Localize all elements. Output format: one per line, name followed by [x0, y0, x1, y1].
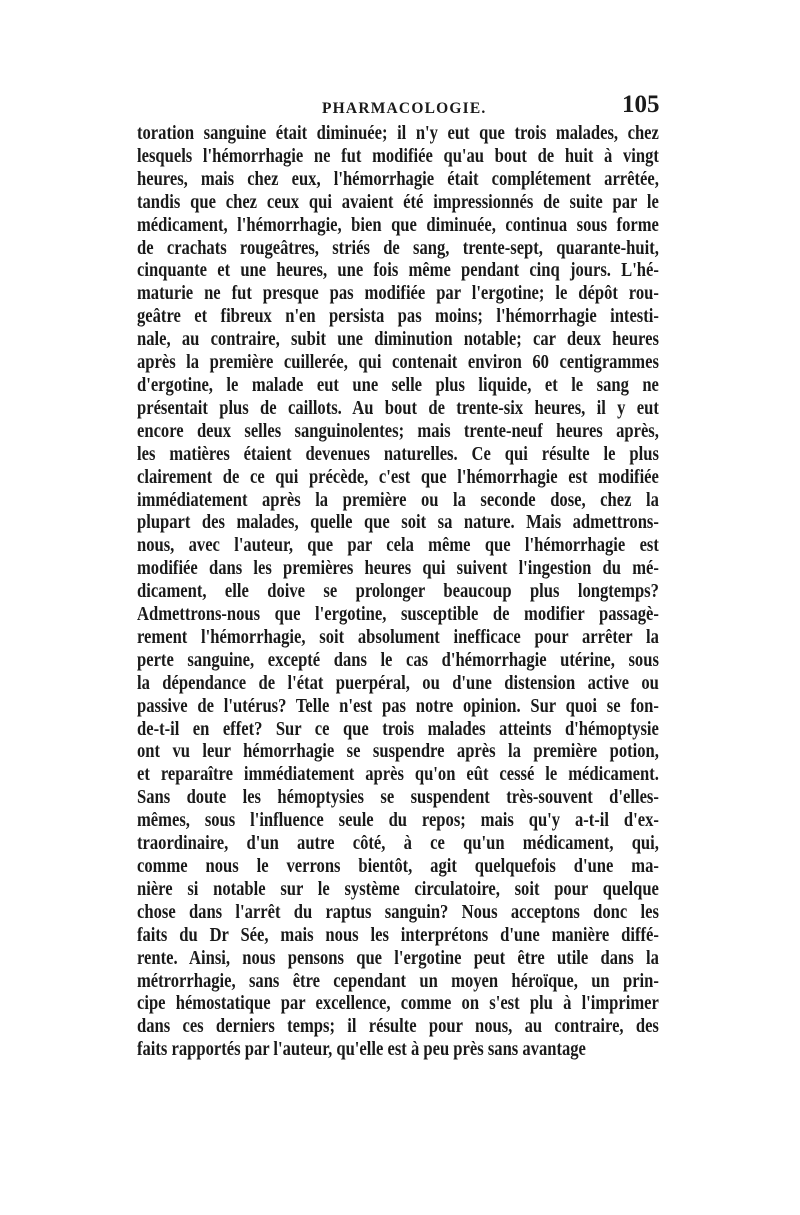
text-line: Sans doute les hémoptysies se suspendent très-souvent d'elles-: [137, 787, 659, 809]
text-line: et reparaître immédiatement après qu'on eût cessé le médicament.: [137, 764, 659, 786]
text-line: rente. Ainsi, nous pensons que l'ergotine peut être utile dans la: [137, 947, 659, 969]
text-line: lesquels l'hémorrhagie ne fut modifiée qu'au bout de huit à vingt: [137, 145, 659, 167]
text-line: dicament, elle doive se prolonger beaucoup plus longtemps?: [137, 581, 659, 603]
text-line: encore deux selles sanguinolentes; mais trente-neuf heures après,: [137, 420, 659, 442]
text-line: les matières étaient devenues naturelles. Ce qui résulte le plus: [137, 443, 659, 465]
text-line: mêmes, sous l'influence seule du repos; mais qu'y a-t-il d'ex-: [137, 810, 659, 832]
text-line: modifiée dans les premières heures qui suivent l'ingestion du mé-: [137, 558, 659, 580]
text-line: traordinaire, d'un autre côté, à ce qu'un médicament, qui,: [137, 833, 659, 855]
text-line: ont vu leur hémorrhagie se suspendre après la première potion,: [137, 741, 659, 763]
text-line: de-t-il en effet? Sur ce que trois malades atteints d'hémoptysie: [137, 718, 659, 740]
text-line: nale, au contraire, subit une diminution notable; car deux heures: [137, 329, 659, 351]
text-line: cinquante et une heures, une fois même pendant cinq jours. L'hé-: [137, 260, 659, 282]
text-line: passive de l'utérus? Telle n'est pas notre opinion. Sur quoi se fon-: [137, 695, 659, 717]
text-line: nière si notable sur le système circulatoire, soit pour quelque: [137, 878, 659, 900]
text-line: après la première cuillerée, qui contenait environ 60 centigrammes: [137, 352, 659, 374]
text-line: de crachats rougeâtres, striés de sang, trente-sept, quarante-huit,: [137, 237, 659, 259]
running-head: PHARMACOLOGIE.: [322, 100, 487, 117]
text-line: rement l'hémorrhagie, soit absolument inefficace pour arrêter la: [137, 626, 659, 648]
text-line: toration sanguine était diminuée; il n'y eut que trois malades, chez: [137, 123, 659, 144]
page-number: 105: [622, 91, 660, 118]
text-line: nous, avec l'auteur, que par cela même que l'hémorrhagie est: [137, 535, 659, 557]
text-line: présentait plus de caillots. Au bout de trente-six heures, il y eut: [137, 397, 659, 419]
text-line: cipe hémostatique par excellence, comme on s'est plu à l'imprimer: [137, 993, 659, 1015]
text-line: métrorrhagie, sans être cependant un moyen héroïque, un prin-: [137, 970, 659, 992]
text-line: d'ergotine, le malade eut une selle plus liquide, et le sang ne: [137, 374, 659, 396]
text-line: Admettrons-nous que l'ergotine, susceptible de modifier passagè-: [137, 604, 659, 626]
body-text: [137, 123, 659, 1062]
text-line: tandis que chez ceux qui avaient été impressionnés de suite par le: [137, 191, 659, 213]
text-line: perte sanguine, excepté dans le cas d'hémorrhagie utérine, sous: [137, 649, 659, 671]
text-line: chose dans l'arrêt du raptus sanguin? Nous acceptons donc les: [137, 901, 659, 923]
text-line: faits rapportés par l'auteur, qu'elle est à peu près sans avantage: [137, 1039, 586, 1061]
text-line: immédiatement après la première ou la seconde dose, chez la: [137, 489, 659, 511]
text-line: geâtre et fibreux n'en persista pas moins; l'hémorrhagie intesti-: [137, 306, 659, 328]
text-line: heures, mais chez eux, l'hémorrhagie était complétement arrêtée,: [137, 168, 659, 190]
text-line: comme nous le verrons bientôt, agit quelquefois d'une ma-: [137, 856, 659, 877]
text-line: la dépendance de l'état puerpéral, ou d'une distension active ou: [137, 672, 659, 694]
text-line: médicament, l'hémorrhagie, bien que diminuée, continua sous forme: [137, 214, 659, 236]
text-line: plupart des malades, quelle que soit sa nature. Mais admettrons-: [137, 512, 659, 534]
text-line: maturie ne fut presque pas modifiée par l'ergotine; le dépôt rou-: [137, 283, 659, 305]
text-line: faits du Dr Sée, mais nous les interprétons d'une manière diffé-: [137, 924, 659, 946]
text-line: clairement de ce qui précède, c'est que l'hémorrhagie est modifiée: [137, 466, 659, 488]
text-line: dans ces derniers temps; il résulte pour nous, au contraire, des: [137, 1016, 659, 1038]
